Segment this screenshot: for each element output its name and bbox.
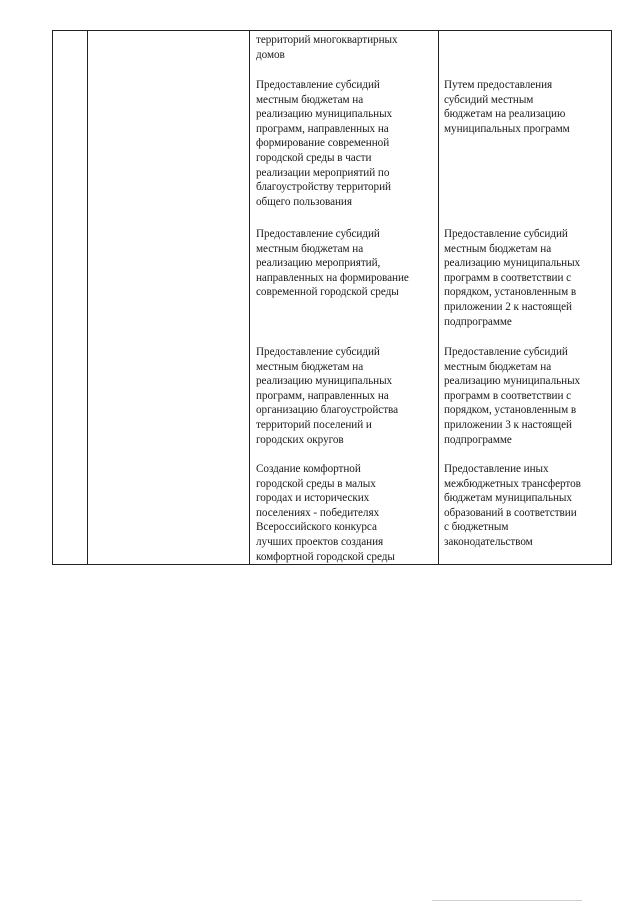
table-row-0-activity: территорий многоквартирных домов [256,34,398,61]
column-divider-3 [438,31,439,564]
table-row-3-mechanism: Предоставление субсидий местным бюджетам на реализацию муниципальных программ в соответствии с порядком, установленным в приложении 3 к настоящей подпрограмме [444,346,581,446]
table-row-3-activity: Предоставление субсидий местным бюджетам на реализацию муниципальных программ, направленных на организацию благоустройства территорий поселений и городских округов [256,346,399,446]
table-row-2-mechanism: Предоставление субсидий местным бюджетам на реализацию муниципальных программ в соответствии с порядком, установленным в приложении 2 к настоящей подпрограмме [444,228,581,328]
column-divider-2 [249,31,250,564]
footer-rule [432,900,582,901]
column-divider-1 [87,31,88,564]
table-row-1-mechanism: Путем предоставления субсидий местным бюджетам на реализацию муниципальных программ [444,79,570,135]
measures-table [52,30,612,565]
table-row-4-activity: Создание комфортной городской среды в малых городах и исторических поселениях - победителях Всероссийского конкурса лучших проектов создания комфортной городской среды [256,463,395,563]
table-row-2-activity: Предоставление субсидий местным бюджетам на реализацию мероприятий, направленных на формирование современной городской среды [256,228,409,299]
table-row-4-mechanism: Предоставление иных межбюджетных трансфертов бюджетам муниципальных образований в соответствии с бюджетным законодательством [444,463,581,548]
table-row-1-activity: Предоставление субсидий местным бюджетам на реализацию муниципальных программ, направленных на формирование современной городской среды в части реализации мероприятий по благоустройству территорий общего пользования [256,79,393,208]
